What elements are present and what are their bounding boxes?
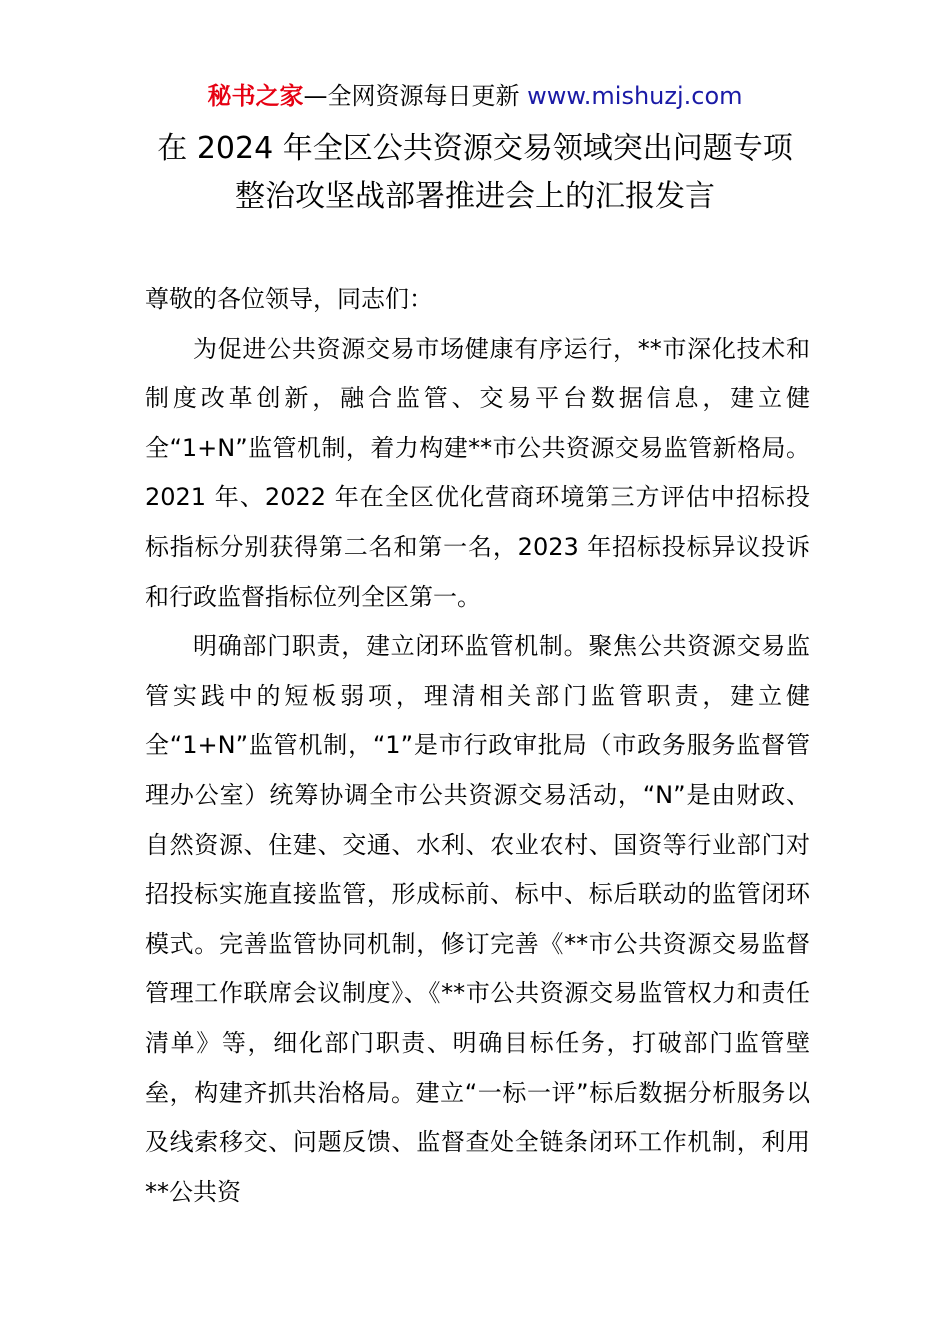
site-header bbox=[0, 80, 950, 112]
site-tagline: —全网资源每日更新 bbox=[303, 82, 520, 110]
title-line-2: 整治攻坚战部署推进会上的汇报发言 bbox=[235, 179, 715, 214]
document-title bbox=[0, 125, 950, 221]
title-line-1: 在 2024 年全区公共资源交易领域突出问题专项 bbox=[157, 131, 793, 166]
salutation: 尊敬的各位领导，同志们： bbox=[145, 285, 433, 313]
paragraph-responsibilities: 明确部门职责，建立闭环监管机制。聚焦公共资源交易监管实践中的短板弱项，理清相关部门监管职责，建立健全“1+N”监管机制，“1”是市行政审批局（市政务服务监督管理办公室）统筹协调全市公共资源交易活动，“N”是由财政、自然资源、住建、交通、水利、农业农村、国资等行业部门对招投标实施直接监管，形成标前、标中、标后联动的监管闭环模式。完善监管协同机制，修订完善《**市公共资源交易监督管理工作联席会议制度》、《**市公共资源交易监管权力和责任清单》等，细化部门职责、明确目标任务，打破部门监管壁垒，构建齐抓共治格局。建立“一标一评”标后数据分析服务以及线索移交、问题反馈、监督查处全链条闭环工作机制，利用**公共资 bbox=[145, 632, 810, 1206]
paragraph-intro: 为促进公共资源交易市场健康有序运行，**市深化技术和制度改革创新，融合监管、交易平台数据信息，建立健全“1+N”监管机制，着力构建**市公共资源交易监管新格局。2021 年、2022 年在全区优化营商环境第三方评估中招标投标指标分别获得第二名和第一名，2023 年招标投标异议投诉和行政监督指标位列全区第一。 bbox=[145, 334, 810, 611]
brand-name: 秘书之家 bbox=[207, 82, 304, 110]
site-url-link[interactable]: www.mishuzj.com bbox=[527, 82, 743, 110]
document-body bbox=[145, 275, 810, 1217]
